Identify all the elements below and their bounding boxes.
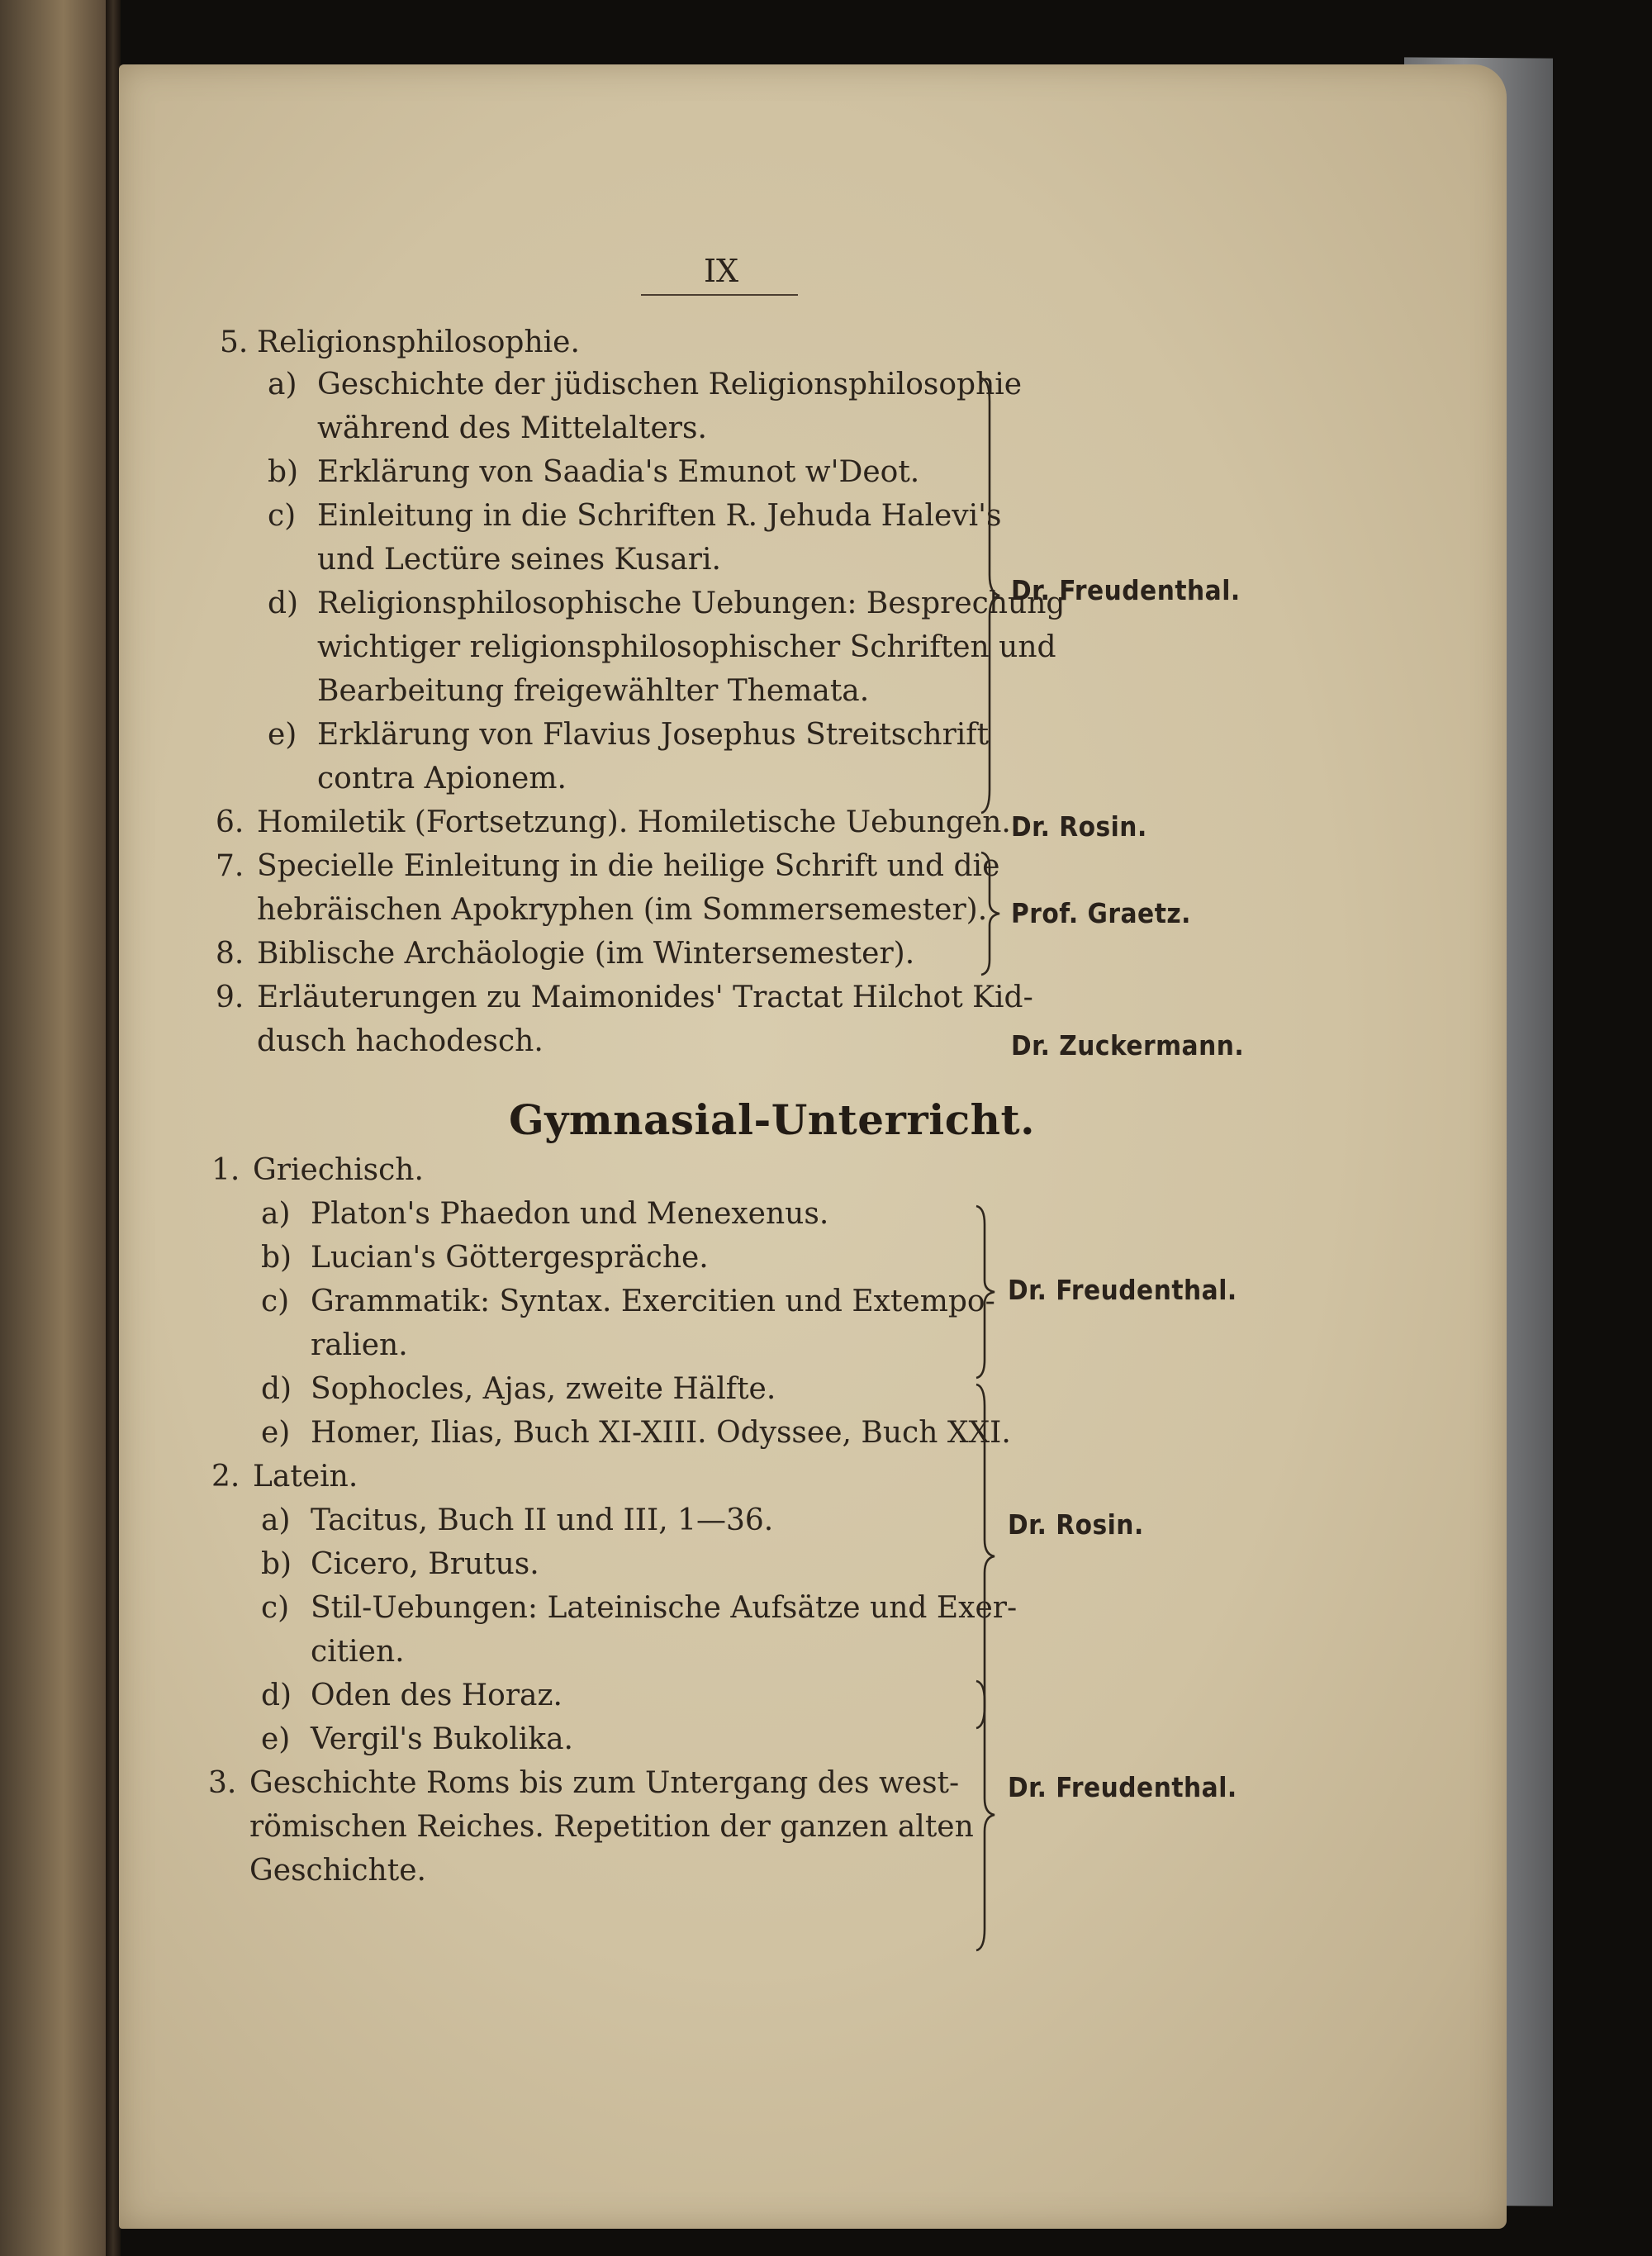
text-line: Cicero, Brutus. <box>311 1547 539 1581</box>
text-line: Erläuterungen zu Maimonides' Tractat Hilchot Kid- <box>257 981 1033 1014</box>
text-line: Homiletik (Fortsetzung). Homiletische Uebungen. <box>257 805 1011 839</box>
book-page <box>119 64 1507 2229</box>
text-line: Erklärung von Flavius Josephus Streitschrift <box>317 718 990 752</box>
text-line: Sophocles, Ajas, zweite Hälfte. <box>311 1372 776 1406</box>
text-line: Geschichte. <box>249 1854 426 1888</box>
text-line: Homer, Ilias, Buch XI-XIII. Odyssee, Buch XXI. <box>311 1416 1011 1450</box>
sub-label: b) <box>261 1241 292 1275</box>
sub-label: b) <box>268 455 299 489</box>
teacher-name: Dr. Freudenthal. <box>1011 574 1241 606</box>
item-number: 3. <box>208 1766 237 1800</box>
text-line: während des Mittelalters. <box>317 411 707 445</box>
text-line: und Lectüre seines Kusari. <box>317 543 721 577</box>
item-number: 7. <box>216 849 244 883</box>
text-line: wichtiger religionsphilosophischer Schriften und <box>317 630 1056 664</box>
text-line: Lucian's Göttergespräche. <box>311 1241 709 1275</box>
item-title: Religionsphilosophie. <box>257 325 580 359</box>
teacher-name: Dr. Zuckermann. <box>1011 1029 1245 1062</box>
sub-label: d) <box>268 587 299 620</box>
item-number: 8. <box>216 937 244 971</box>
text-line: hebräischen Apokryphen (im Sommersemester). <box>257 893 988 927</box>
item-number: 5. <box>220 325 249 359</box>
text-line: Erklärung von Saadia's Emunot w'Deot. <box>317 455 920 489</box>
text-line: contra Apionem. <box>317 762 567 796</box>
text-line: Tacitus, Buch II und III, 1—36. <box>311 1503 774 1537</box>
text-line: citien. <box>311 1635 405 1669</box>
text-line: Specielle Einleitung in die heilige Schrift und die <box>257 849 1000 883</box>
text-line: römischen Reiches. Repetition der ganzen alten <box>249 1810 974 1844</box>
teacher-name: Dr. Rosin. <box>1008 1508 1144 1541</box>
item-number: 2. <box>211 1460 240 1494</box>
item-title: Griechisch. <box>253 1153 424 1187</box>
sub-label: e) <box>261 1722 291 1756</box>
brace-right <box>978 851 1003 976</box>
sub-label: d) <box>261 1679 292 1712</box>
folio-rule <box>641 294 798 296</box>
sub-label: a) <box>268 368 297 401</box>
page-number: IX <box>704 253 739 289</box>
sub-label: e) <box>261 1416 291 1450</box>
item-number: 1. <box>211 1153 240 1187</box>
brace-right <box>973 1679 998 1952</box>
text-line: Geschichte der jüdischen Religionsphilosophie <box>317 368 1023 401</box>
text-line: Religionsphilosophische Uebungen: Besprechung <box>317 587 1066 620</box>
brace-right <box>973 1204 998 1380</box>
section-heading: Gymnasial-Unterricht. <box>509 1095 1036 1144</box>
text-line: Stil-Uebungen: Lateinische Aufsätze und Exer- <box>311 1591 1018 1625</box>
text-line: Geschichte Roms bis zum Untergang des west- <box>249 1766 960 1800</box>
teacher-name: Dr. Rosin. <box>1011 810 1147 843</box>
sub-label: b) <box>261 1547 292 1581</box>
item-title: Latein. <box>253 1460 358 1494</box>
item-number: 9. <box>216 981 244 1014</box>
sub-label: e) <box>268 718 297 752</box>
text-line: Platon's Phaedon und Menexenus. <box>311 1197 829 1231</box>
sub-label: c) <box>261 1285 290 1318</box>
brace-right <box>973 1383 998 1730</box>
item-number: 6. <box>216 805 244 839</box>
sub-label: a) <box>261 1503 291 1537</box>
sub-label: d) <box>261 1372 292 1406</box>
sub-label: c) <box>261 1591 290 1625</box>
sub-label: a) <box>261 1197 291 1231</box>
text-line: ralien. <box>311 1328 408 1362</box>
teacher-name: Prof. Graetz. <box>1011 897 1191 929</box>
teacher-name: Dr. Freudenthal. <box>1008 1771 1237 1803</box>
text-line: Einleitung in die Schriften R. Jehuda Halevi's <box>317 499 1002 533</box>
text-line: Vergil's Bukolika. <box>311 1722 573 1756</box>
text-line: Bearbeitung freigewählter Themata. <box>317 674 870 708</box>
text-line: Oden des Horaz. <box>311 1679 563 1712</box>
brace-right <box>978 377 1003 815</box>
text-line: dusch hachodesch. <box>257 1024 544 1058</box>
teacher-name: Dr. Freudenthal. <box>1008 1274 1237 1306</box>
text-line: Biblische Archäologie (im Wintersemester). <box>257 937 915 971</box>
text-line: Grammatik: Syntax. Exercitien und Extempo- <box>311 1285 995 1318</box>
sub-label: c) <box>268 499 297 533</box>
left-page-edge <box>0 0 106 2256</box>
